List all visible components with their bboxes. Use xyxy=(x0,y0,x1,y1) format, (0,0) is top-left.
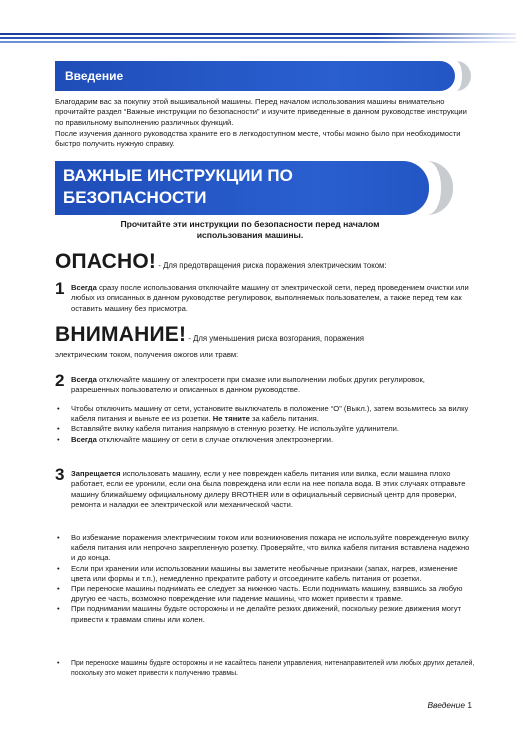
safety-title-line-1: ВАЖНЫЕ ИНСТРУКЦИИ ПО xyxy=(63,166,293,185)
item-number-3: 3 xyxy=(55,465,65,484)
item-2-bullet-list xyxy=(55,404,475,445)
warning-item-2 xyxy=(55,371,475,396)
intro-paragraph-1: Благодарим вас за покупку этой вышивальной машины. Перед началом использования машины внимательно прочитайте раздел “Важные инструкции по безопасности” и изучите приведенные в данном руководстве инструкции по правильному выполнению различных функций. xyxy=(55,97,467,127)
list-item: • Вставляйте вилку кабеля питания напрямую в стенную розетку. Не используйте удлинители. xyxy=(55,424,475,434)
warning-heading xyxy=(55,323,364,347)
danger-tail: - Для предотвращения риска поражения электрическим током: xyxy=(156,261,387,270)
item-1-bold: Всегда xyxy=(71,283,97,292)
warning-tail-line-2: электрическим током, получения ожогов или травм: xyxy=(55,350,239,359)
item-number-2: 2 xyxy=(55,371,65,390)
item-2-bold: Всегда xyxy=(71,375,97,384)
warning-item-3 xyxy=(55,465,475,511)
item-1-text: сразу после использования отключайте машину от электрической сети, перед проведением очистки или любых из описанных в данном руководстве регулировок, выполняемых пользователем, а также перед тем как оставить машину без присмотра. xyxy=(71,283,469,313)
read-instructions-note xyxy=(80,219,420,241)
intro-section-title: Введение xyxy=(55,61,455,91)
warning-word: ВНИМАНИЕ! xyxy=(55,323,187,346)
list-item: • Всегда отключайте машину от сети в случае отключения электроэнергии. xyxy=(55,435,475,445)
list-item: • При переноске машины поднимать ее следует за нижнюю часть. Если поднимать машину, взявшись за любую другую ее часть, возможно повреждение или падение машины, что может привести к травме. xyxy=(55,584,475,604)
item-3-bullet-list-small xyxy=(55,659,475,678)
list-item: • Если при хранении или использовании машины вы заметите необычные признаки (запах, нагрев, изменение цвета или формы и т.п.), немедленно прекратите работу и отсоедините кабель питания от розетки. xyxy=(55,564,475,584)
safety-title-line-2: БЕЗОПАСНОСТИ xyxy=(63,188,207,207)
item-2-text: отключайте машину от электросети при смазке или выполнении любых других регулировок, разрешенных пользователю и описанных в данном руководстве. xyxy=(71,375,425,395)
warning-tail: - Для уменьшения риска возгорания, поражения xyxy=(186,334,364,343)
page-footer xyxy=(427,700,472,710)
item-3-bullet-list xyxy=(55,533,475,625)
danger-item-1 xyxy=(55,279,475,314)
safety-section-title xyxy=(55,161,429,215)
danger-heading xyxy=(55,250,387,274)
read-note-line-1: Прочитайте эти инструкции по безопасности перед началом xyxy=(120,219,380,229)
list-item: • При переноске машины будьте осторожны и не касайтесь панели управления, нитенаправителей или любых других деталей, поскольку это может привести к получению травмы. xyxy=(55,659,475,678)
list-item: • Чтобы отключить машину от сети, установите выключатель в положение “O” (Выкл.), затем возьмитесь за вилку кабеля питания и выньте ее из розетки. Не тяните за кабель питания. xyxy=(55,404,475,424)
read-note-line-2: использования машины. xyxy=(196,230,304,240)
item-3-bold: Запрещается xyxy=(71,469,121,478)
page-number: 1 xyxy=(465,700,472,710)
item-3-text: использовать машину, если у нее поврежден кабель питания или вилка, если машина плохо работает, если ее уронили, если она была повреждена или если на нее попала вода. В этих случаях отправьте машину ближайшему официальному дилеру BROTHER или в официальный сервисный центр для проверки, ремонта и наладки ее электрической или механической части. xyxy=(71,469,466,510)
header-decorative-rule xyxy=(0,33,516,43)
footer-section-name: Введение xyxy=(427,700,465,710)
danger-word: ОПАСНО! xyxy=(55,250,157,273)
list-item: • При поднимании машины будьте осторожны и не делайте резких движений, поскольку резкие движения могут привести к травмам спины или колен. xyxy=(55,604,475,624)
intro-paragraph-2: После изучения данного руководства храните его в легкодоступном месте, чтобы можно было при необходимости быстро получить нужную справку. xyxy=(55,129,461,149)
list-item: • Во избежание поражения электрическим током или возникновения пожара не используйте поврежденную вилку кабеля питания или непрочно закрепленную розетку. Проверяйте, что вилка кабеля питания вставлена надежно и до конца. xyxy=(55,533,475,564)
item-number-1: 1 xyxy=(55,279,65,298)
